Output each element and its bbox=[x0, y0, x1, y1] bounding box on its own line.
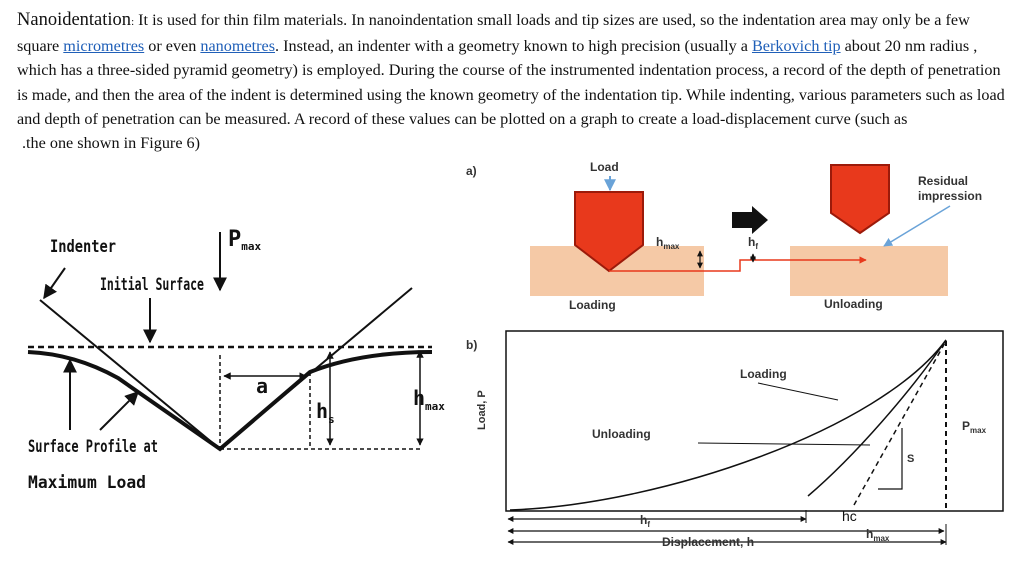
material-block-unloading bbox=[790, 246, 948, 296]
panel-b-pmax-label: $P_{max}$ bbox=[962, 419, 987, 435]
loading-caption: Loading bbox=[569, 298, 616, 312]
indenter-pointer-arrow bbox=[44, 268, 65, 298]
link-berkovich-tip[interactable]: Berkovich tip bbox=[751, 37, 841, 56]
para-text-2: or even bbox=[144, 37, 201, 56]
tangent-dashed-line bbox=[854, 341, 946, 505]
link-micrometres[interactable]: micrometres bbox=[63, 37, 145, 56]
unloading-pointer-line bbox=[698, 443, 870, 445]
indenter-unloading-shape bbox=[831, 165, 889, 233]
section-title: Nanoidentation bbox=[17, 10, 132, 30]
surface-profile-pointer-diag bbox=[100, 392, 138, 430]
unloading-curve-label: Unloading bbox=[592, 427, 651, 441]
stiffness-label: S bbox=[907, 453, 915, 465]
a-label: a bbox=[256, 374, 269, 398]
loading-curve bbox=[510, 340, 946, 510]
panel-b-hmax-label: $h_{max}$ bbox=[866, 527, 890, 543]
hmax-label: $h_{max}$ bbox=[413, 386, 445, 413]
initial-surface-label: Initial Surface bbox=[100, 275, 204, 295]
para-last-line: .the one shown in Figure 6) bbox=[22, 134, 201, 153]
para-text-3: . Instead, an indenter with a geometry known to high precision (usually a bbox=[275, 37, 752, 56]
surface-profile-label-line1: Surface Profile at bbox=[28, 437, 158, 457]
loading-curve-label: Loading bbox=[740, 367, 787, 381]
load-label: Load bbox=[590, 160, 619, 174]
y-axis-label: Load, P bbox=[476, 390, 488, 430]
panel-a-label: a) bbox=[466, 164, 477, 178]
hc-label: hc bbox=[842, 508, 857, 524]
stiffness-triangle bbox=[878, 428, 902, 489]
residual-impression-pointer bbox=[884, 206, 950, 246]
indenter-left-face bbox=[40, 300, 220, 449]
panel-a-hmax-label: $h_{max}$ bbox=[656, 235, 680, 251]
indentation-cross-section-diagram bbox=[28, 227, 445, 493]
x-axis-label: Displacement, h bbox=[662, 535, 755, 549]
indenter-label: Indenter bbox=[50, 237, 116, 257]
surface-profile-label-line2: Maximum Load bbox=[28, 473, 146, 493]
panel-a-hf-label: $h_f$ bbox=[748, 235, 759, 251]
title-separator: : bbox=[131, 16, 135, 28]
panel-b-hf-label: $h_f$ bbox=[640, 513, 651, 529]
pmax-label: Pmax bbox=[228, 227, 262, 253]
residual-label-line2: impression bbox=[918, 189, 983, 203]
panel-b-load-displacement-curve bbox=[466, 331, 1003, 549]
para-text-4: about 20 nm radius , which has a three-sided pyramid geometry) is employed. During the course of the instrumented indentation process, a record of the depth of penetration is made, and then the area of the indent is determined using the known geometry of the indentation tip. While indenting, various parameters such as load and depth of penetration can be measured. A record of these values can be plotted on a graph to create a load-displacement curve (such as bbox=[17, 37, 1005, 128]
para-text-1: It is used for thin film materials. In nanoindentation small loads and tip sizes are used, so the indentation area may only be a few square bbox=[17, 11, 970, 56]
transition-arrow-icon bbox=[732, 206, 768, 234]
residual-label-line1: Residual bbox=[918, 174, 969, 188]
link-nanometres[interactable]: nanometres bbox=[200, 37, 276, 56]
hs-label: $h_s$ bbox=[316, 399, 335, 426]
panel-a-loading-unloading-schematic bbox=[466, 160, 982, 312]
loading-pointer-line bbox=[758, 383, 838, 400]
plot-frame bbox=[506, 331, 1003, 511]
panel-b-label: b) bbox=[466, 338, 478, 352]
surface-profile-curve bbox=[28, 352, 432, 449]
unloading-caption: Unloading bbox=[824, 297, 883, 311]
